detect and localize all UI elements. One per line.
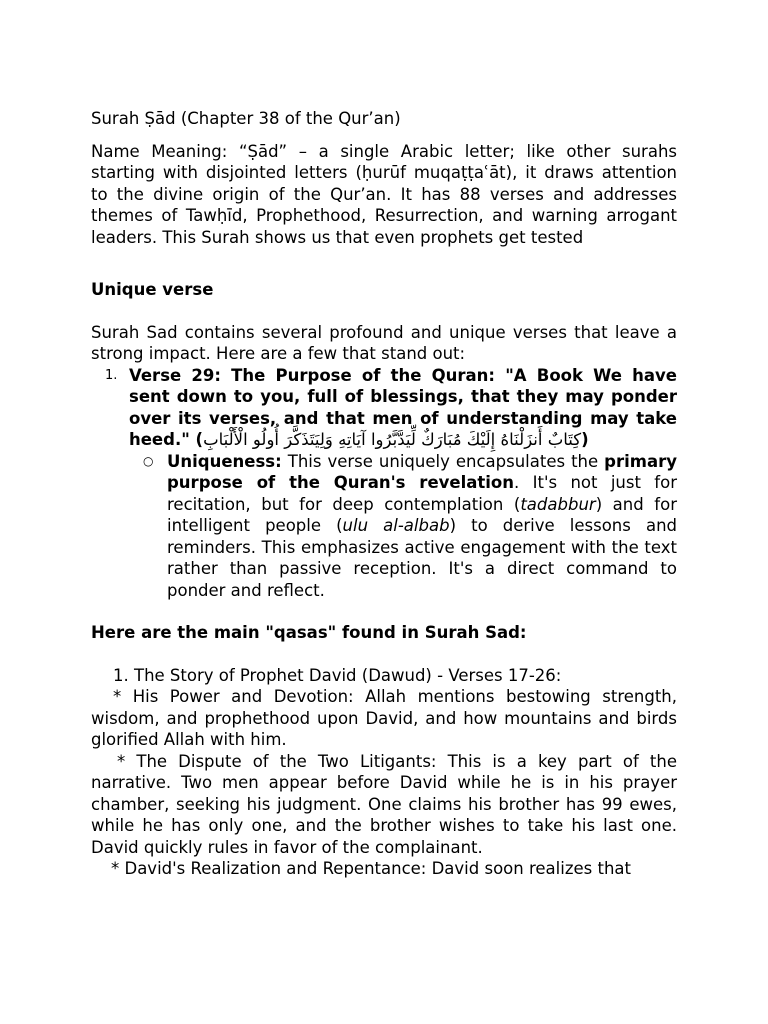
spacer: [91, 301, 677, 322]
spacer: [91, 601, 677, 622]
verse-29-close: ): [581, 430, 589, 449]
david-story-title: 1. The Story of Prophet David (Dawud) - Verses 17-26:: [113, 665, 562, 685]
verse-list: [91, 365, 677, 602]
story-point: [91, 686, 677, 751]
spacer: [91, 130, 677, 141]
spacer: [91, 248, 677, 269]
uniqueness-emphasis: primary purpose of the Quran's revelation: [167, 451, 677, 492]
tadabbur-term: tadabbur: [520, 494, 596, 514]
story-point-text: * David's Realization and Repentance: David soon realizes that: [111, 859, 631, 878]
uniqueness-text-part: ) to derive lessons and reminders. This emphasizes active engagement with the text rather than passive reception. It's a direct command to ponder and reflect.: [167, 516, 678, 600]
unique-verse-intro: Surah Sad contains several profound and unique verses that leave a strong impact. Here are a few that stand out:: [91, 322, 677, 363]
uniqueness-block: [129, 451, 677, 602]
uniqueness-label: Uniqueness:: [167, 451, 282, 471]
verse-29-arabic: كِتَابٌ أَنزَلْنَاهُ إِلَيْكَ مُبَارَكٌ لِّيَدَّبَّرُوا آيَاتِهِ وَلِيَتَذَكَّرَ أُولُو الْأَلْبَابِ: [203, 430, 582, 449]
document-page: [91, 108, 677, 880]
name-meaning-paragraph: Name Meaning: “Ṣād” – a single Arabic letter; like other surahs starting with disjointed letters (ḥurūf muqaṭṭaʿāt), it draws attention to the divine origin of the Qur’an. It has 88 verses and addresses themes of Tawḥīd, Prophethood, Resurrection, and warning arrogant leaders. This Surah shows us that even prophets get tested: [91, 141, 677, 247]
list-item: [91, 365, 677, 602]
unique-verse-heading: Unique verse: [91, 280, 214, 299]
list-marker: 1.: [105, 367, 118, 383]
story-point-text: * His Power and Devotion: Allah mentions bestowing strength, wisdom, and prophethood upon David, and how mountains and birds glorified Allah with him.: [91, 687, 677, 749]
qasas-heading: Here are the main "qasas" found in Surah Sad:: [91, 623, 527, 642]
story-point: [91, 751, 677, 859]
verse-29-text: [129, 365, 677, 451]
uniqueness-text-part: . It's not just for recitation, but for deep contemplation (: [167, 473, 677, 514]
document-title: Surah Ṣād (Chapter 38 of the Qur’an): [91, 109, 401, 128]
ulu-al-albab-term: ulu al-albab: [342, 516, 450, 535]
story-point-text: * The Dispute of the Two Litigants: This is a key part of the narrative. Two men appear before David while he is in his prayer chamber, seeking his judgment. One claims his brother has 99 ewes, while he has only one, and the brother wishes to take his last one. David quickly rules in favor of the complainant.: [91, 751, 677, 857]
uniqueness-text-part: This verse uniquely encapsulates the: [281, 451, 605, 471]
list-item: [143, 451, 678, 602]
spacer: [91, 644, 677, 665]
spacer: [91, 269, 677, 279]
verse-29-english: Verse 29: The Purpose of the Quran: "A Book We have sent down to you, full of blessings, that they may ponder over its verses, and that men of understanding may take heed." (: [129, 365, 677, 449]
hollow-bullet-icon: ○: [143, 453, 154, 468]
uniqueness-text: [167, 451, 677, 602]
uniqueness-text-part: ) and for intelligent people (: [167, 494, 677, 535]
story-point: [91, 858, 677, 880]
